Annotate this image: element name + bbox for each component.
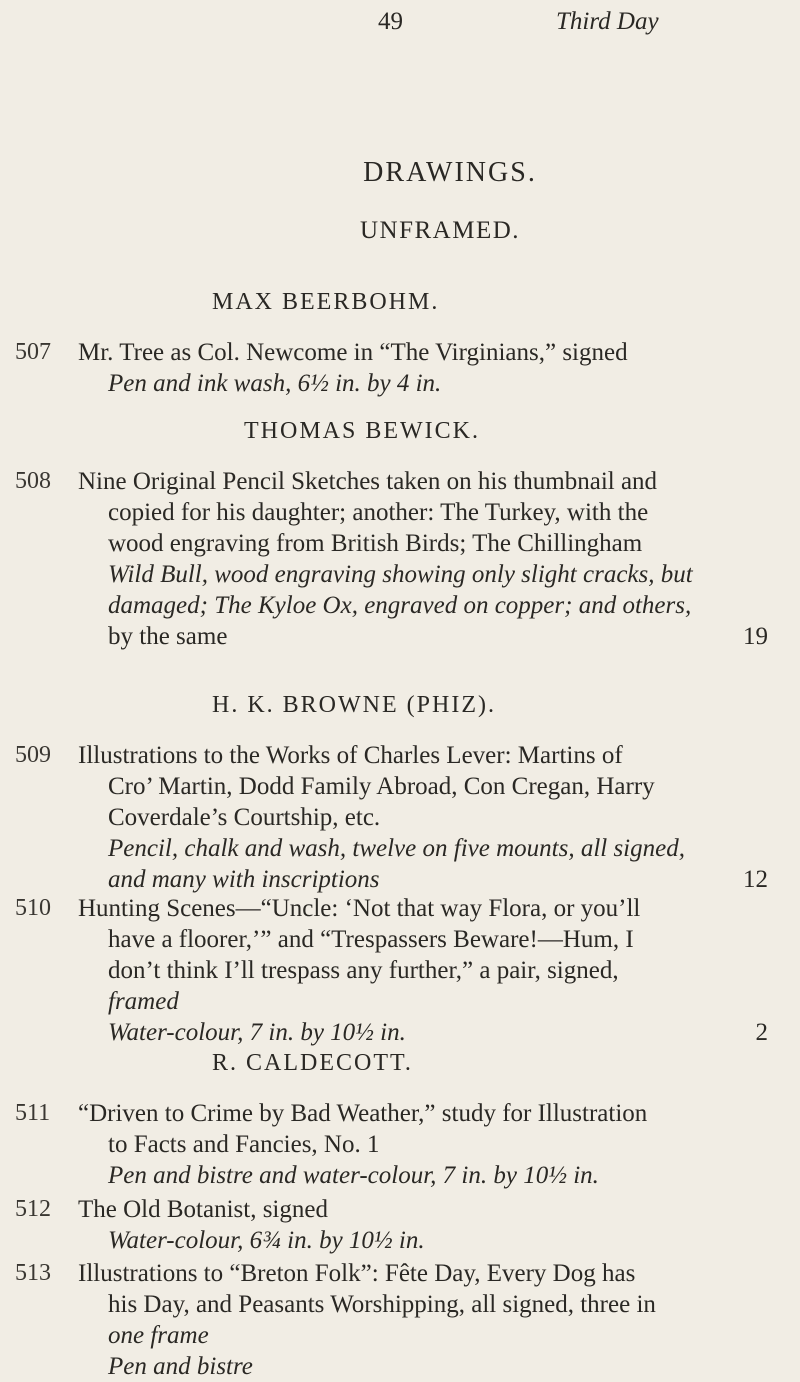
- lot-line: [78, 621, 796, 652]
- subsection-title: UNFRAMED.: [359, 217, 521, 244]
- lot-number: 510: [15, 895, 51, 921]
- lot-line: to Facts and Fancies, No. 1: [108, 1131, 380, 1158]
- artist-heading-beerbohm: MAX BEERBOHM.: [212, 289, 440, 315]
- lot-medium-line: Water-colour, 7 in. by 10½ in.: [108, 1019, 406, 1046]
- lot-quantity: 2: [755, 1019, 768, 1046]
- lot-line: [78, 864, 796, 895]
- lot-line: Coverdale’s Courtship, etc.: [108, 804, 381, 831]
- lot-number: 508: [15, 468, 51, 494]
- lot-medium-line: Pen and bistre and water-colour, 7 in. by 10½ in.: [108, 1162, 599, 1189]
- lot-line: his Day, and Peasants Worshipping, all signed, three in: [108, 1291, 656, 1318]
- sale-day-label: Third Day: [556, 8, 659, 35]
- lot-line: “Driven to Crime by Bad Weather,” study for Illustration: [78, 1100, 648, 1127]
- lot-line: Wild Bull, wood engraving showing only slight cracks, but: [108, 561, 693, 588]
- artist-heading-caldecott: R. CALDECOTT.: [212, 1050, 413, 1076]
- artist-heading-browne: H. K. BROWNE (PHIZ).: [212, 692, 496, 718]
- lot-number: 511: [15, 1100, 51, 1126]
- running-head: [0, 8, 800, 38]
- lot-description: [78, 337, 796, 399]
- lot-medium-line: Pen and bistre: [108, 1353, 253, 1380]
- lot-line: don’t think I’ll trespass any further,” a pair, signed,: [108, 957, 619, 984]
- lot-medium-line: Water-colour, 6¾ in. by 10½ in.: [108, 1227, 425, 1254]
- lot-line: damaged; The Kyloe Ox, engraved on copper; and others,: [108, 592, 692, 619]
- page-number: 49: [378, 8, 403, 35]
- lot-description: [78, 740, 796, 895]
- lot-number: 512: [15, 1196, 51, 1222]
- lot-line: Illustrations to the Works of Charles Lever: Martins of: [78, 742, 623, 769]
- lot-description: [78, 466, 796, 652]
- lot-description: [78, 1194, 796, 1256]
- lot-line: wood engraving from British Birds; The Chillingham: [108, 530, 643, 557]
- lot-description: [78, 1098, 796, 1191]
- lot-line-text: by the same: [108, 623, 228, 650]
- lot-quantity: 19: [743, 623, 768, 650]
- lot-line: Illustrations to “Breton Folk”: Fête Day, Every Dog has: [78, 1260, 636, 1287]
- lot-number: 509: [15, 742, 51, 768]
- lot-number: 507: [15, 339, 51, 365]
- lot-line: Mr. Tree as Col. Newcome in “The Virginians,” signed: [78, 339, 628, 366]
- lot-line: Hunting Scenes—“Uncle: ‘Not that way Flora, or you’ll: [78, 895, 641, 922]
- section-title: DRAWINGS.: [363, 157, 537, 188]
- lot-quantity: 12: [743, 866, 768, 893]
- lot-line: have a floorer,’” and “Trespassers Beware!—Hum, I: [108, 926, 634, 953]
- lot-line: The Old Botanist, signed: [78, 1196, 328, 1223]
- lot-line: framed: [108, 988, 179, 1015]
- lot-line: [78, 1017, 796, 1048]
- lot-line: Cro’ Martin, Dodd Family Abroad, Con Cregan, Harry: [108, 773, 655, 800]
- lot-medium-line: Pen and ink wash, 6½ in. by 4 in.: [108, 370, 442, 397]
- lot-description: [78, 1258, 796, 1382]
- lot-line: copied for his daughter; another: The Turkey, with the: [108, 499, 649, 526]
- artist-heading-bewick: THOMAS BEWICK.: [244, 418, 480, 444]
- lot-number: 513: [15, 1260, 51, 1286]
- lot-medium-line: Pencil, chalk and wash, twelve on five mounts, all signed,: [108, 835, 685, 862]
- lot-line: Nine Original Pencil Sketches taken on his thumbnail and: [78, 468, 658, 495]
- lot-description: [78, 893, 796, 1048]
- lot-line-text: and many with inscriptions: [108, 866, 380, 893]
- lot-line: one frame: [108, 1322, 209, 1349]
